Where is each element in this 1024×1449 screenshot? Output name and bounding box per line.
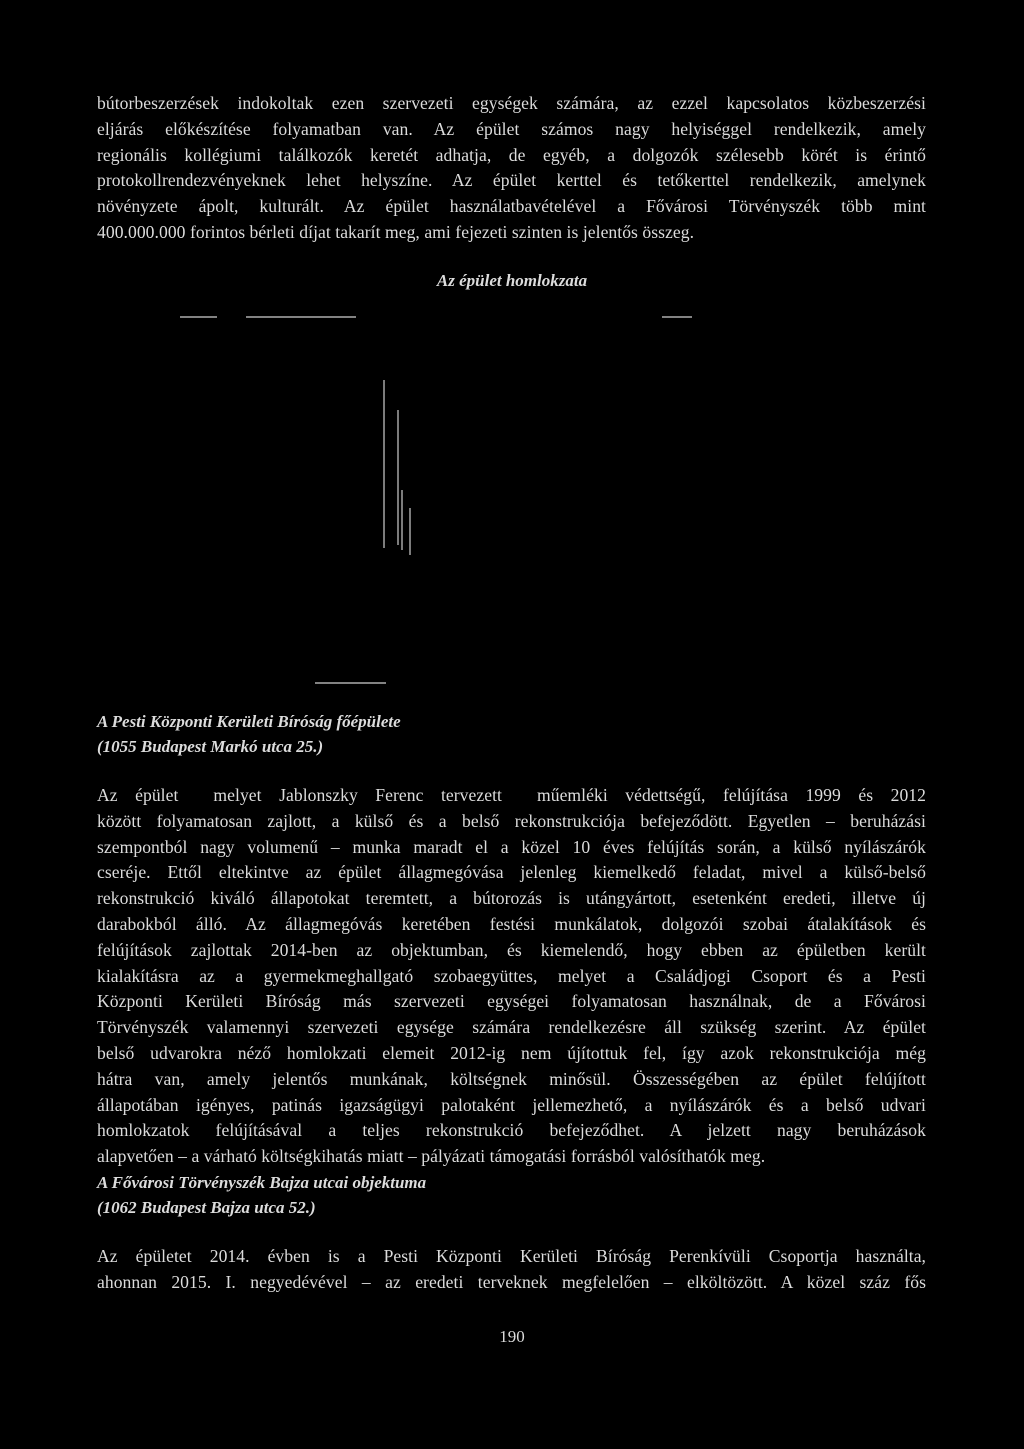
page-number: 190	[499, 1327, 525, 1346]
section-2-paragraph	[97, 1244, 926, 1296]
text-line: alapvetően – a várható költségkihatás miatt – pályázati támogatási forrásból valósíthatók meg.	[97, 1146, 766, 1167]
section-heading-2	[97, 1170, 426, 1220]
figure-caption: Az épület homlokzata	[436, 271, 588, 290]
text-line: szempontból nagy volumenű – munka maradt el a közel 10 éves felújítás során, a külső nyílászárók	[97, 836, 926, 857]
text-line: cseréje. Ettől eltekintve az épület állagmegóvása jelenleg kiemelkedő feladat, mivel a külső-belső	[97, 862, 926, 883]
text-line: ahonnan 2015. I. negyedévével – az eredeti terveknek megfelelően – elköltözött. A közel száz fős	[97, 1271, 926, 1292]
section-heading-address: (1055 Budapest Markó utca 25.)	[97, 737, 324, 756]
text-line: Az épületet 2014. évben is a Pesti Központi Kerületi Bíróság Perenkívüli Csoportja használta,	[97, 1246, 926, 1266]
text-line: protokollrendezvényeknek lehet helyszíne. Az épület kerttel és tetőkerttel rendelkezik, amelynek	[97, 170, 926, 191]
facade-photo	[150, 300, 870, 700]
text-line: Az épület melyet Jablonszky Ferenc tervezett műemléki védettségű, felújítása 1999 és 2012	[97, 785, 926, 805]
text-line: rekonstrukció kiváló állapotokat teremtett, a bútorozás is utángyártott, esetenként eredeti, illetve új	[97, 888, 926, 909]
text-line: hátra van, amely jelentős munkának, költségnek minősül. Összességében az épület felújított	[97, 1068, 926, 1089]
section-heading-address: (1062 Budapest Bajza utca 52.)	[97, 1198, 316, 1217]
section-heading-title: A Pesti Központi Kerületi Bíróság főépülete	[97, 712, 401, 731]
text-line: belső udvarokra néző homlokzati elemeit 2012-ig nem újítottuk fel, így azok rekonstrukciója még	[97, 1042, 926, 1063]
intro-paragraph	[97, 91, 926, 246]
text-line: bútorbeszerzések indokoltak ezen szervezeti egységek számára, az ezzel kapcsolatos közbeszerzési	[97, 93, 926, 113]
text-line: felújítások zajlottak 2014-ben az objektumban, és kiemelendő, hogy ebben az épületben került	[97, 939, 926, 960]
text-line: 400.000.000 forintos bérleti díjat takarít meg, ami fejezeti szinten is jelentős összeg.	[97, 221, 695, 242]
text-line: Törvényszék valamennyi szervezeti egysége számára rendelkezésre áll szükség szerint. Az épület	[97, 1017, 926, 1038]
section-heading-title: A Fővárosi Törvényszék Bajza utcai objektuma	[97, 1173, 427, 1192]
text-line: eljárás előkészítése folyamatban van. Az épület számos nagy helyiséggel rendelkezik, amely	[97, 118, 926, 139]
section-heading-1	[97, 709, 401, 759]
text-line: Központi Kerületi Bíróság más szervezeti egységei folyamatosan használnak, de a Fővárosi	[97, 991, 926, 1012]
text-line: növényzete ápolt, kulturált. Az épület használatbavételével a Fővárosi Törvényszék több mint	[97, 196, 926, 217]
section-1-paragraph	[97, 783, 926, 1170]
text-line: között folyamatosan zajlott, a külső és a belső rekonstrukciója befejeződött. Egyetlen – beruházási	[97, 810, 926, 831]
text-line: darabokból álló. Az állagmegóvás keretében festési munkálatok, dolgozói szobai átalakítások és	[97, 913, 926, 934]
text-line: homlokzatok felújításával a teljes rekonstrukció befejeződhet. A jelzett nagy beruházások	[97, 1120, 926, 1141]
text-line: regionális kollégiumi találkozók keretét adhatja, de egyéb, a dolgozók szélesebb körét is érintő	[97, 144, 926, 165]
text-line: állapotában igényes, patinás igazságügyi palotaként jellemezhető, a nyílászárók és a belső udvari	[97, 1094, 926, 1115]
text-line: kialakításra az a gyermekmeghallgató szobaegyüttes, melyet a Családjogi Csoport és a Pesti	[97, 965, 926, 986]
